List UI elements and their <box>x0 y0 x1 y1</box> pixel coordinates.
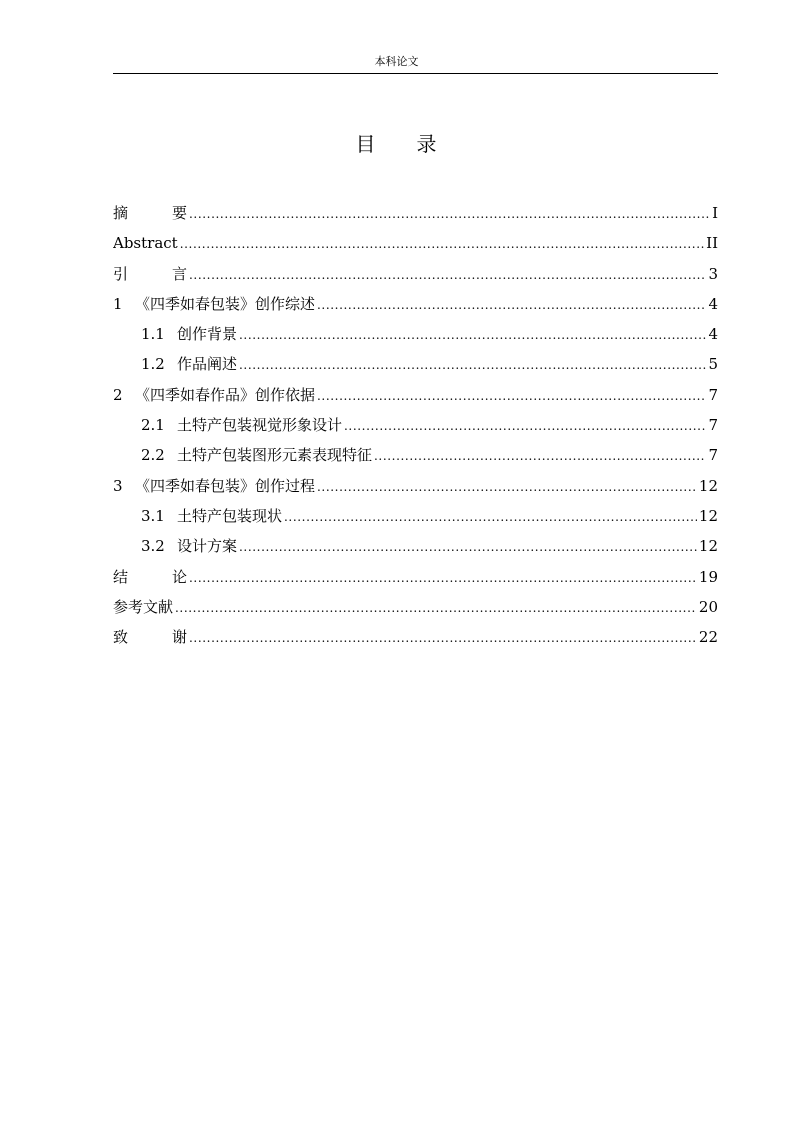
toc-leader-dots <box>189 623 697 652</box>
toc-entry-page: 4 <box>708 294 718 313</box>
toc-entry-page: II <box>706 234 718 253</box>
toc-leader-dots <box>189 199 710 228</box>
toc-entry-title: 引言 <box>113 264 232 283</box>
toc-entry-references[interactable] <box>113 592 718 622</box>
toc-leader-dots <box>317 472 697 501</box>
toc-leader-dots <box>344 411 706 440</box>
toc-entry-title: 设计方案 <box>177 537 238 556</box>
toc-leader-dots <box>317 381 706 410</box>
toc-entry-abstract-en[interactable] <box>113 228 718 258</box>
toc-entry-acknowledgements[interactable] <box>113 622 718 652</box>
toc-title <box>0 130 793 158</box>
toc-entry-chapter-3[interactable] <box>113 471 718 501</box>
toc-entry-title: 《四季如春包装》创作综述 <box>135 294 316 313</box>
toc-entry-abstract-cn[interactable] <box>113 198 718 228</box>
toc-entry-section-1-1[interactable] <box>113 319 718 349</box>
toc-leader-dots <box>189 260 706 289</box>
toc-entry-number: 3 <box>113 476 123 495</box>
toc-title-part1: 目 <box>355 132 377 156</box>
toc-entry-page: 20 <box>698 597 718 616</box>
toc-entry-number: 3.2 <box>141 537 165 556</box>
toc-entry-page: 7 <box>708 446 718 465</box>
running-header: 本科论文 <box>374 55 419 68</box>
toc-entry-title: Abstract <box>113 234 178 253</box>
toc-entry-section-3-1[interactable] <box>113 501 718 531</box>
toc-entry-title: 结论 <box>113 567 232 586</box>
toc-entry-title: 《四季如春包装》创作过程 <box>135 476 316 495</box>
toc-entry-title: 土特产包装现状 <box>177 506 283 525</box>
toc-entry-title: 土特产包装图形元素表现特征 <box>177 446 373 465</box>
toc-leader-dots <box>180 229 704 258</box>
toc-entry-number: 1.1 <box>141 325 165 344</box>
toc-entry-title: 创作背景 <box>177 325 238 344</box>
toc-title-part2: 录 <box>416 132 438 156</box>
toc-entry-section-2-1[interactable] <box>113 410 718 440</box>
header-rule <box>113 73 718 74</box>
toc-entry-number: 1.2 <box>141 355 165 374</box>
toc-entry-page: 4 <box>708 325 718 344</box>
toc-leader-dots <box>374 441 706 470</box>
toc-leader-dots <box>239 350 706 379</box>
toc-entry-page: 5 <box>708 355 718 374</box>
toc-leader-dots <box>239 532 697 561</box>
toc-entry-number: 3.1 <box>141 506 165 525</box>
toc-entry-page: 12 <box>698 506 718 525</box>
toc-entry-page: 22 <box>698 628 718 647</box>
toc-entry-number: 2 <box>113 385 123 404</box>
toc-entry-page: 7 <box>708 416 718 435</box>
toc-entry-page: 7 <box>708 385 718 404</box>
toc-leader-dots <box>317 290 706 319</box>
toc-entry-conclusion[interactable] <box>113 562 718 592</box>
toc-entry-title: 致谢 <box>113 628 232 647</box>
toc-entry-section-1-2[interactable] <box>113 349 718 379</box>
toc-entry-page: 12 <box>698 476 718 495</box>
toc-entry-title: 摘要 <box>113 204 232 222</box>
toc-entry-page: 19 <box>698 567 718 586</box>
toc-entry-page: 12 <box>698 537 718 556</box>
toc-entry-chapter-2[interactable] <box>113 380 718 410</box>
toc-entry-page: 3 <box>708 264 718 283</box>
toc-entry-section-3-2[interactable] <box>113 531 718 561</box>
toc-entry-chapter-1[interactable] <box>113 289 718 319</box>
table-of-contents <box>113 198 718 652</box>
toc-entry-section-2-2[interactable] <box>113 440 718 470</box>
toc-leader-dots <box>239 320 706 349</box>
toc-leader-dots <box>189 563 697 592</box>
toc-leader-dots <box>175 593 697 622</box>
toc-entry-page: I <box>712 204 718 222</box>
toc-leader-dots <box>284 502 697 531</box>
toc-entry-title: 土特产包装视觉形象设计 <box>177 416 343 435</box>
toc-entry-number: 2.1 <box>141 416 165 435</box>
toc-entry-title: 《四季如春作品》创作依据 <box>135 385 316 404</box>
toc-entry-number: 2.2 <box>141 446 165 465</box>
toc-entry-title: 参考文献 <box>113 597 174 616</box>
toc-entry-title: 作品阐述 <box>177 355 238 374</box>
toc-entry-number: 1 <box>113 294 123 313</box>
toc-entry-introduction[interactable] <box>113 259 718 289</box>
